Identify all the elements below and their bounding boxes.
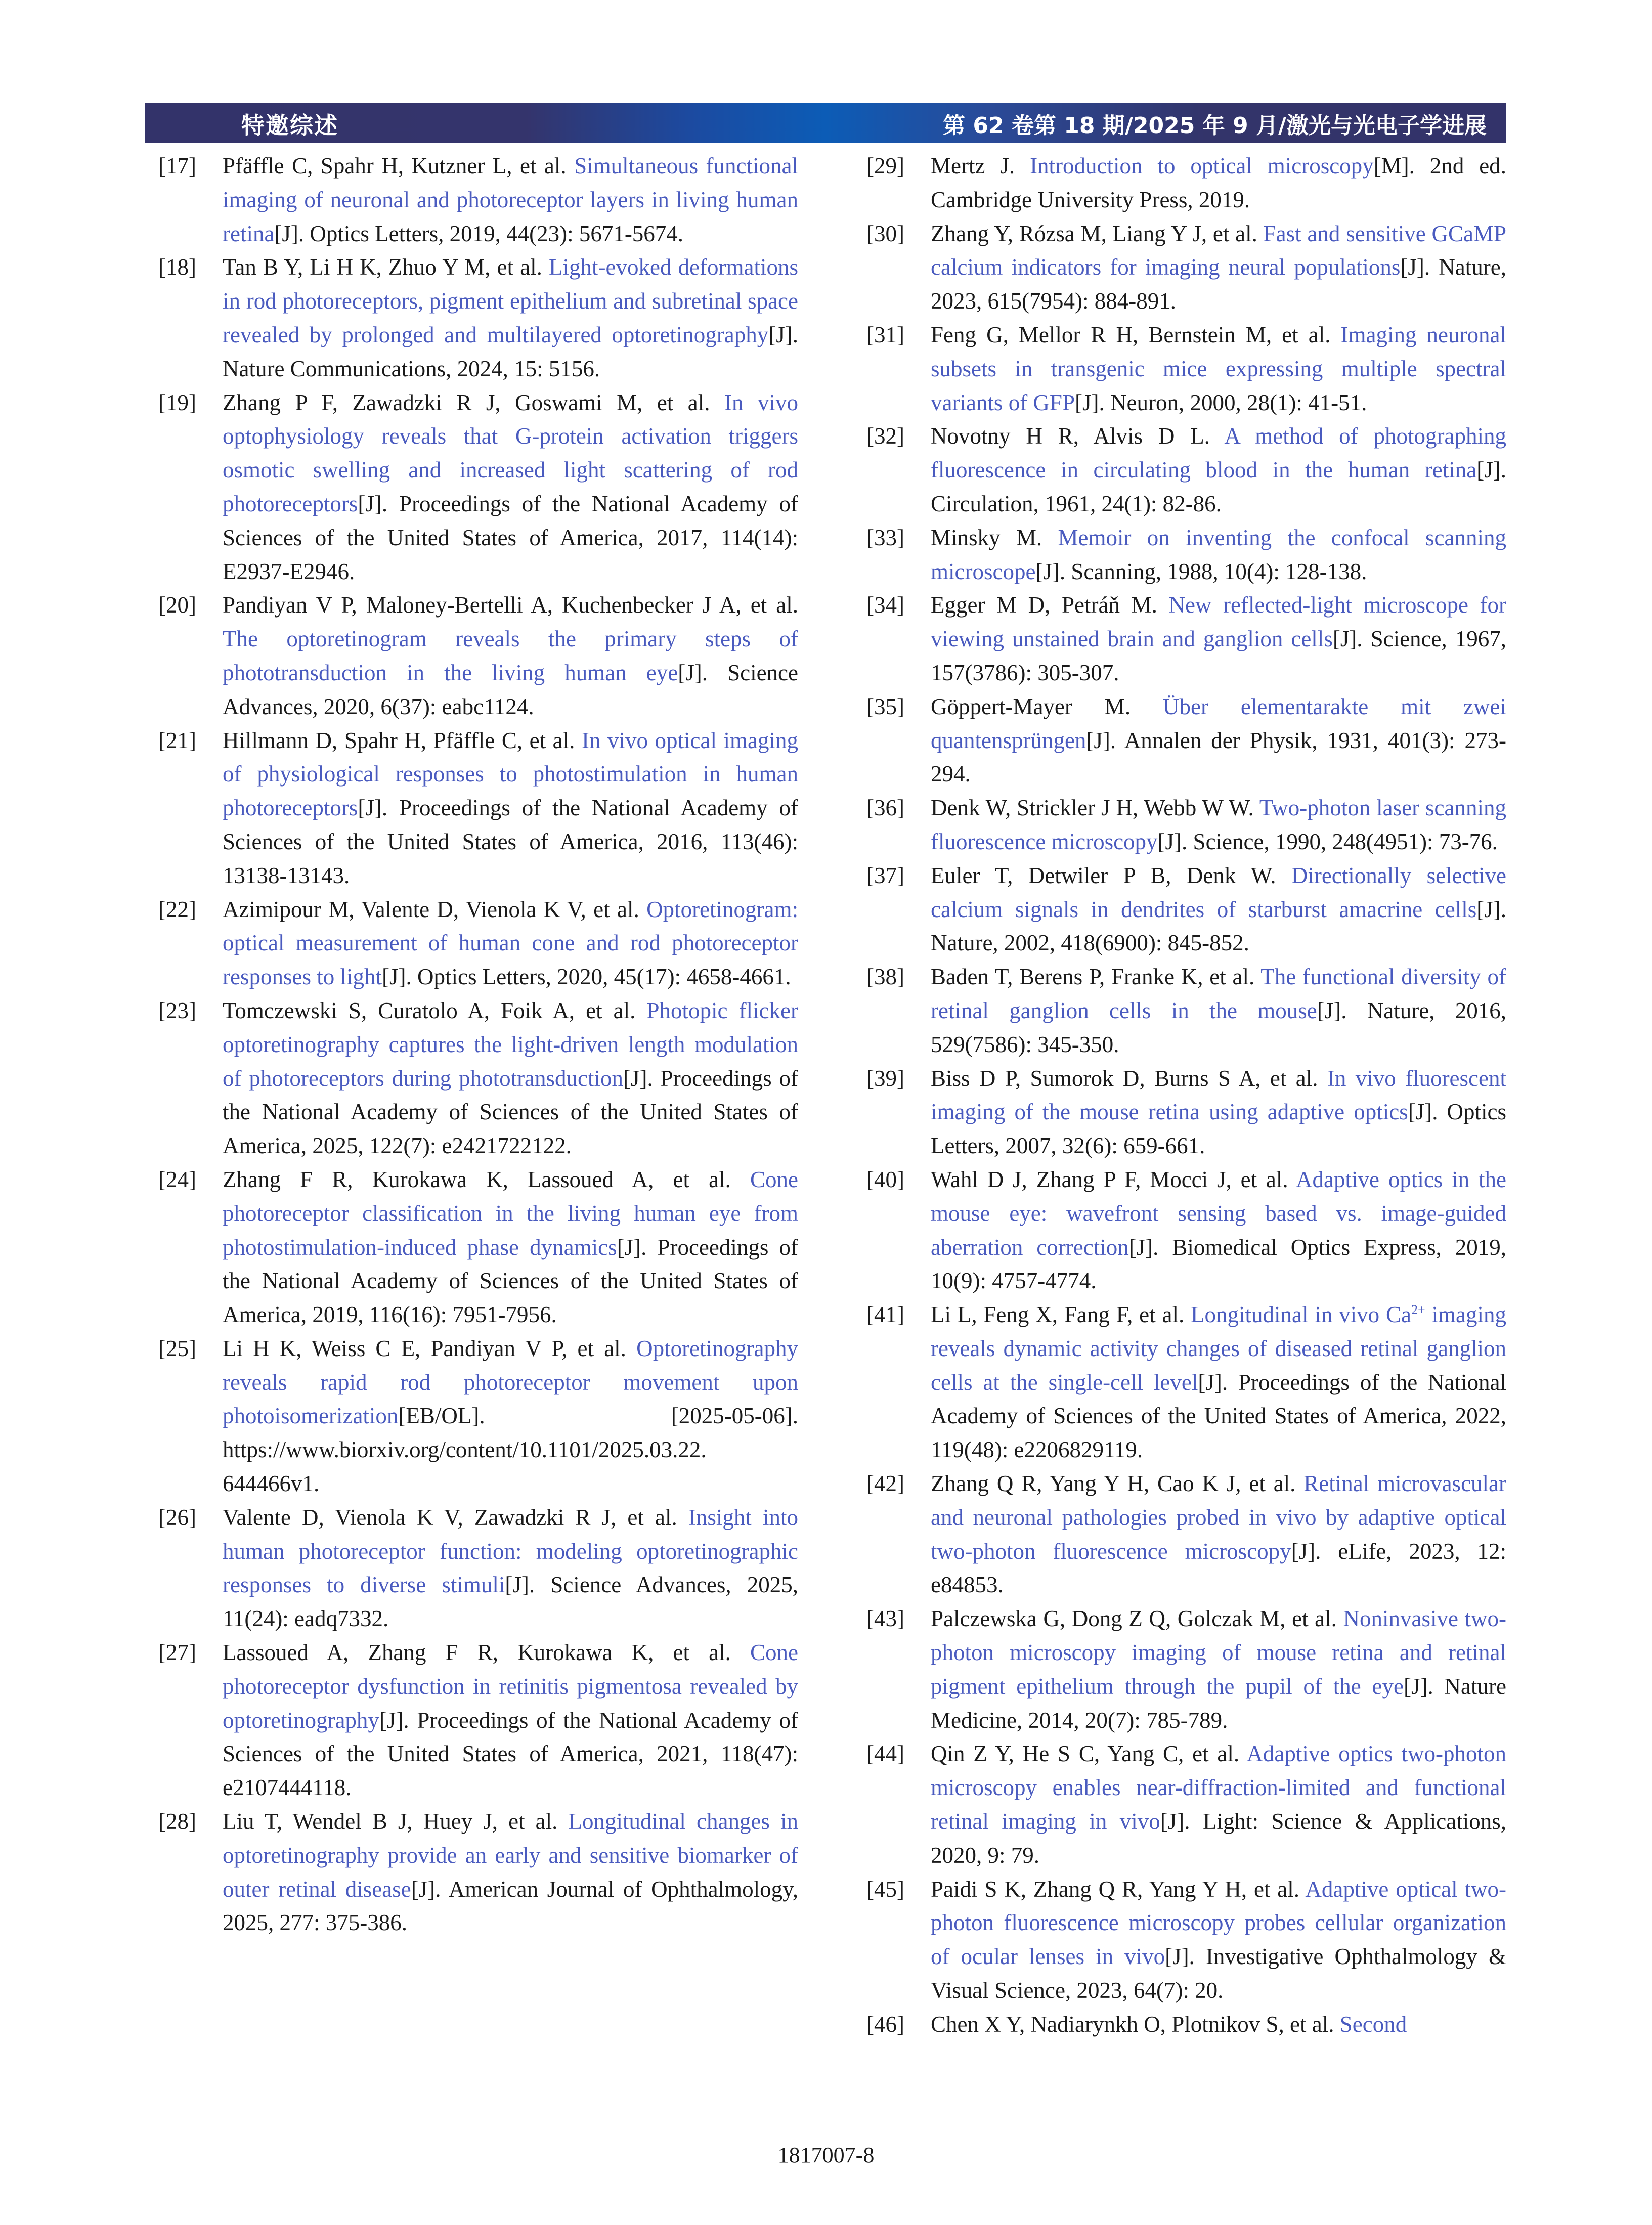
reference-authors: Pandiyan V P, Maloney-Bertelli A, Kuchenbecker J A, et al. <box>223 592 798 618</box>
reference-number: [42] <box>866 1471 904 1497</box>
reference-title-link-continued[interactable]: imaging reveals dynamic activity changes of diseased retinal ganglion cells at the single-cell level <box>931 1302 1506 1395</box>
reference-entry <box>866 1737 1506 1872</box>
section-title: 特邀综述 <box>241 112 338 139</box>
reference-number: [44] <box>866 1741 904 1767</box>
reference-title-link[interactable]: A method of photographing fluorescence in circulating blood in the human retina <box>931 423 1506 483</box>
reference-entry <box>866 791 1506 859</box>
reference-number: [26] <box>158 1504 196 1530</box>
reference-source: [J]. Investigative Ophthalmology & Visual Science, 2023, 64(7): 20. <box>931 1944 1506 2003</box>
reference-title-link[interactable]: Simultaneous functional imaging of neuronal and photoreceptor layers in living human retina <box>223 153 798 246</box>
reference-title-link[interactable]: Optoretinography reveals rapid rod photoreceptor movement upon photoisomerization <box>223 1335 798 1429</box>
reference-title-link[interactable]: Cone photoreceptor classification in the living human eye from photostimulation-induced phase dynamics <box>223 1166 798 1260</box>
reference-title-link[interactable]: Two-photon laser scanning fluorescence microscopy <box>931 795 1506 854</box>
journal-issue-info: 第 62 卷第 18 期/2025 年 9 月/激光与光电子学进展 <box>943 113 1487 139</box>
reference-source: [J]. Optics Letters, 2020, 45(17): 4658-4661. <box>381 964 791 990</box>
reference-title-link[interactable]: Retinal microvascular and neuronal pathologies probed in vivo by adaptive optical two-photon fluorescence microscopy <box>931 1471 1507 1564</box>
reference-number: [21] <box>158 727 196 753</box>
reference-title-link[interactable]: Second <box>1339 2011 1407 2037</box>
reference-authors: Valente D, Vienola K V, Zawadzki R J, et al. <box>223 1504 688 1530</box>
reference-source: [J]. Proceedings of the National Academy of Sciences of the United States of America, 2021, 118(47): e2107444118. <box>223 1707 798 1801</box>
reference-source: [J]. Circulation, 1961, 24(1): 82-86. <box>931 457 1506 516</box>
reference-title-link[interactable]: Cone photoreceptor dysfunction in retinitis pigmentosa revealed by optoretinography <box>223 1640 798 1733</box>
reference-entry <box>866 960 1506 1061</box>
reference-title-link[interactable]: In vivo optophysiology reveals that G-protein activation triggers osmotic swelling and increased light scattering of rod photoreceptors <box>223 389 798 516</box>
journal-header-banner <box>145 103 1506 143</box>
reference-authors: Li L, Feng X, Fang F, et al. <box>931 1302 1191 1328</box>
reference-title-superscript[interactable]: 2+ <box>1411 1302 1425 1318</box>
reference-entry <box>866 1872 1506 2008</box>
reference-entry <box>866 2008 1506 2041</box>
reference-authors: Euler T, Detwiler P B, Denk W. <box>931 862 1291 888</box>
reference-authors: Zhang Q R, Yang Y H, Cao K J, et al. <box>931 1471 1304 1497</box>
reference-number: [43] <box>866 1606 904 1632</box>
reference-source: [J]. Nature Medicine, 2014, 20(7): 785-789. <box>931 1673 1506 1733</box>
reference-entry <box>158 386 798 589</box>
reference-title-link[interactable]: Directionally selective calcium signals in dendrites of starburst amacrine cells <box>931 862 1507 922</box>
reference-entry <box>866 1298 1506 1467</box>
reference-title-link[interactable]: Longitudinal changes in optoretinography provide an early and sensitive biomarker of outer retinal disease <box>223 1809 799 1902</box>
reference-entry <box>158 1805 798 1940</box>
reference-number: [40] <box>866 1166 904 1192</box>
reference-source: [J]. Nature, 2016, 529(7586): 345-350. <box>931 997 1506 1057</box>
reference-authors: Li H K, Weiss C E, Pandiyan V P, et al. <box>223 1335 637 1361</box>
reference-authors: Azimipour M, Valente D, Vienola K V, et al. <box>223 896 647 922</box>
reference-number: [37] <box>866 862 904 888</box>
reference-title-link[interactable]: Memoir on inventing the confocal scanning microscope <box>931 525 1506 584</box>
reference-entry <box>158 588 798 723</box>
reference-authors: Zhang F R, Kurokawa K, Lassoued A, et al. <box>223 1166 750 1192</box>
reference-source: [J]. Science Advances, 2020, 6(37): eabc1124. <box>223 660 798 719</box>
reference-number: [22] <box>158 896 196 922</box>
reference-source: [J]. Annalen der Physik, 1931, 401(3): 273-294. <box>931 727 1506 787</box>
reference-authors: Chen X Y, Nadiarynkh O, Plotnikov S, et al. <box>931 2011 1340 2037</box>
reference-title-link[interactable]: Light-evoked deformations in rod photoreceptors, pigment epithelium and subretinal space revealed by prolonged and multilayered optoretinography <box>223 254 798 347</box>
reference-entry <box>866 588 1506 689</box>
reference-title-link[interactable]: Noninvasive two-photon microscopy imaging of mouse retina and retinal pigment epithelium through the pupil of the eye <box>931 1606 1506 1699</box>
reference-title-link[interactable]: Adaptive optics in the mouse eye: wavefront sensing based vs. image-guided aberration correction <box>931 1166 1506 1260</box>
reference-number: [30] <box>866 221 904 246</box>
reference-entry <box>866 1062 1506 1163</box>
reference-title-link[interactable]: In vivo optical imaging of physiological responses to photostimulation in human photoreceptors <box>223 727 799 821</box>
reference-number: [25] <box>158 1335 196 1361</box>
reference-number: [28] <box>158 1809 196 1835</box>
reference-authors: Denk W, Strickler J H, Webb W W. <box>931 795 1259 821</box>
reference-source: [J]. Optics Letters, 2007, 32(6): 659-661. <box>931 1099 1506 1159</box>
reference-authors: Zhang P F, Zawadzki R J, Goswami M, et al. <box>223 389 725 415</box>
reference-entry <box>158 1636 798 1805</box>
reference-number: [24] <box>158 1166 196 1192</box>
reference-title-link[interactable]: Adaptive optics two-photon microscopy enables near-diffraction-limited and functional retinal imaging in vivo <box>931 1741 1506 1835</box>
reference-authors: Tomczewski S, Curatolo A, Foik A, et al. <box>223 997 647 1023</box>
reference-source: [J]. Science Advances, 2025, 11(24): eadq7332. <box>223 1572 798 1632</box>
reference-entry <box>866 419 1506 520</box>
reference-entry <box>158 1332 798 1501</box>
reference-title-link[interactable]: New reflected-light microscope for viewing unstained brain and ganglion cells <box>931 592 1506 652</box>
reference-entry <box>866 217 1506 318</box>
reference-source: [J]. Biomedical Optics Express, 2019, 10(9): 4757-4774. <box>931 1234 1506 1294</box>
reference-authors: Qin Z Y, He S C, Yang C, et al. <box>931 1741 1247 1767</box>
reference-authors: Pfäffle C, Spahr H, Kutzner L, et al. <box>223 153 575 179</box>
reference-number: [32] <box>866 423 904 449</box>
reference-number: [17] <box>158 153 196 179</box>
reference-entry <box>158 724 798 893</box>
reference-number: [38] <box>866 964 904 990</box>
reference-title-link[interactable]: In vivo fluorescent imaging of the mouse retina using adaptive optics <box>931 1065 1506 1125</box>
reference-source: [J]. Proceedings of the National Academy of Sciences of the United States of America, 2016, 113(46): 13138-13143. <box>223 795 798 888</box>
reference-authors: Zhang Y, Rózsa M, Liang Y J, et al. <box>931 221 1264 246</box>
reference-title-link[interactable]: Longitudinal in vivo Ca <box>1191 1302 1411 1328</box>
reference-source: [J]. Proceedings of the National Academy of Sciences of the United States of America, 2022, 119(48): e2206829119. <box>931 1369 1507 1463</box>
reference-authors: Tan B Y, Li H K, Zhuo Y M, et al. <box>223 254 549 280</box>
reference-entry <box>158 893 798 994</box>
reference-authors: Lassoued A, Zhang F R, Kurokawa K, et al. <box>223 1640 750 1666</box>
reference-source: [J]. Nature, 2023, 615(7954): 884-891. <box>931 254 1506 314</box>
reference-number: [41] <box>866 1302 904 1328</box>
reference-authors: Wahl D J, Zhang P F, Mocci J, et al. <box>931 1166 1296 1192</box>
reference-entry <box>866 690 1506 791</box>
reference-number: [20] <box>158 592 196 618</box>
reference-entry <box>158 1501 798 1636</box>
reference-authors: Novotny H R, Alvis D L. <box>931 423 1225 449</box>
reference-number: [34] <box>866 592 904 618</box>
reference-title-link[interactable]: The functional diversity of retinal ganglion cells in the mouse <box>931 964 1506 1023</box>
reference-authors: Göppert-Mayer M. <box>931 693 1163 719</box>
reference-entry <box>158 149 798 250</box>
reference-column-left <box>158 149 798 1940</box>
reference-entry <box>158 994 798 1163</box>
reference-authors: Egger M D, Petráň M. <box>931 592 1169 618</box>
reference-source: [J]. Proceedings of the National Academy of Sciences of the United States of America, 2017, 114(14): E2937-E2946. <box>223 491 798 584</box>
reference-source: [J]. American Journal of Ophthalmology, 2025, 277: 375-386. <box>223 1876 798 1936</box>
reference-title-link[interactable]: Adaptive optical two-photon fluorescence microscopy probes cellular organization of ocular lenses in vivo <box>931 1876 1506 1970</box>
reference-number: [29] <box>866 153 904 179</box>
reference-source: [J]. Light: Science & Applications, 2020, 9: 79. <box>931 1809 1506 1868</box>
reference-entry <box>866 859 1506 960</box>
reference-title-link[interactable]: Imaging neuronal subsets in transgenic mice expressing multiple spectral variants of GFP <box>931 322 1506 415</box>
reference-authors: Baden T, Berens P, Franke K, et al. <box>931 964 1261 990</box>
reference-authors: Minsky M. <box>931 525 1058 550</box>
reference-source: [J]. Neuron, 2000, 28(1): 41-51. <box>1075 389 1367 415</box>
reference-entry <box>866 318 1506 419</box>
reference-entry <box>158 1163 798 1332</box>
reference-entry <box>866 1467 1506 1602</box>
reference-entry <box>866 149 1506 217</box>
reference-number: [45] <box>866 1876 904 1902</box>
reference-number: [31] <box>866 322 904 347</box>
reference-authors: Palczewska G, Dong Z Q, Golczak M, et al. <box>931 1606 1343 1632</box>
reference-title-link[interactable]: Optoretinogram: optical measurement of human cone and rod photoreceptor responses to light <box>223 896 798 990</box>
reference-number: [35] <box>866 693 904 719</box>
reference-title-link[interactable]: Insight into human photoreceptor function: modeling optoretinographic responses to diverse stimuli <box>223 1504 798 1598</box>
reference-source: [J]. Optics Letters, 2019, 44(23): 5671-5674. <box>274 221 684 246</box>
reference-authors: Feng G, Mellor R H, Bernstein M, et al. <box>931 322 1341 347</box>
reference-source: [J]. Science, 1967, 157(3786): 305-307. <box>931 626 1506 685</box>
reference-entry <box>866 521 1506 589</box>
reference-entry <box>866 1602 1506 1737</box>
reference-source: [J]. Proceedings of the National Academy of Sciences of the United States of America, 2019, 116(16): 7951-7956. <box>223 1234 798 1328</box>
reference-title-link[interactable]: The optoretinogram reveals the primary steps of phototransduction in the living human eye <box>223 626 798 685</box>
reference-title-link[interactable]: Fast and sensitive GCaMP calcium indicators for imaging neural populations <box>931 221 1506 280</box>
reference-number: [23] <box>158 997 196 1023</box>
reference-source: [J]. Scanning, 1988, 10(4): 128-138. <box>1035 558 1367 584</box>
reference-number: [18] <box>158 254 196 280</box>
reference-source: [J]. eLife, 2023, 12: e84853. <box>931 1538 1506 1598</box>
reference-title-link[interactable]: Photopic flicker optoretinography captures the light-driven length modulation of photoreceptors during phototransduction <box>223 997 798 1091</box>
reference-number: [19] <box>158 389 196 415</box>
reference-authors: Biss D P, Sumorok D, Burns S A, et al. <box>931 1065 1327 1091</box>
reference-authors: Paidi S K, Zhang Q R, Yang Y H, et al. <box>931 1876 1306 1902</box>
page-number: 1817007-8 <box>777 2143 875 2167</box>
reference-number: [46] <box>866 2011 904 2037</box>
reference-entry <box>158 250 798 385</box>
reference-source: [EB/OL]. [2025-05-06]. https://www.biorxiv.org/content/10.1101/2025.03.22. 644466v1. <box>223 1403 798 1497</box>
reference-source: [J]. Proceedings of the National Academy of Sciences of the United States of America, 2025, 122(7): e2421722122. <box>223 1065 798 1159</box>
reference-authors: Mertz J. <box>931 153 1030 179</box>
reference-number: [27] <box>158 1640 196 1666</box>
reference-source: [J]. Nature Communications, 2024, 15: 5156. <box>223 322 798 381</box>
reference-source: [J]. Science, 1990, 248(4951): 73-76. <box>1157 828 1498 854</box>
reference-number: [39] <box>866 1065 904 1091</box>
reference-title-link[interactable]: Introduction to optical microscopy <box>1030 153 1374 179</box>
reference-title-link[interactable]: Über elementarakte mit zwei quantensprüngen <box>931 693 1506 753</box>
reference-entry <box>866 1163 1506 1298</box>
reference-authors: Liu T, Wendel B J, Huey J, et al. <box>223 1809 569 1835</box>
reference-column-right <box>866 149 1506 2041</box>
reference-source: [M]. 2nd ed. Cambridge University Press, 2019. <box>931 153 1506 212</box>
reference-number: [36] <box>866 795 904 821</box>
reference-authors: Hillmann D, Spahr H, Pfäffle C, et al. <box>223 727 582 753</box>
reference-number: [33] <box>866 525 904 550</box>
reference-source: [J]. Nature, 2002, 418(6900): 845-852. <box>931 896 1506 956</box>
